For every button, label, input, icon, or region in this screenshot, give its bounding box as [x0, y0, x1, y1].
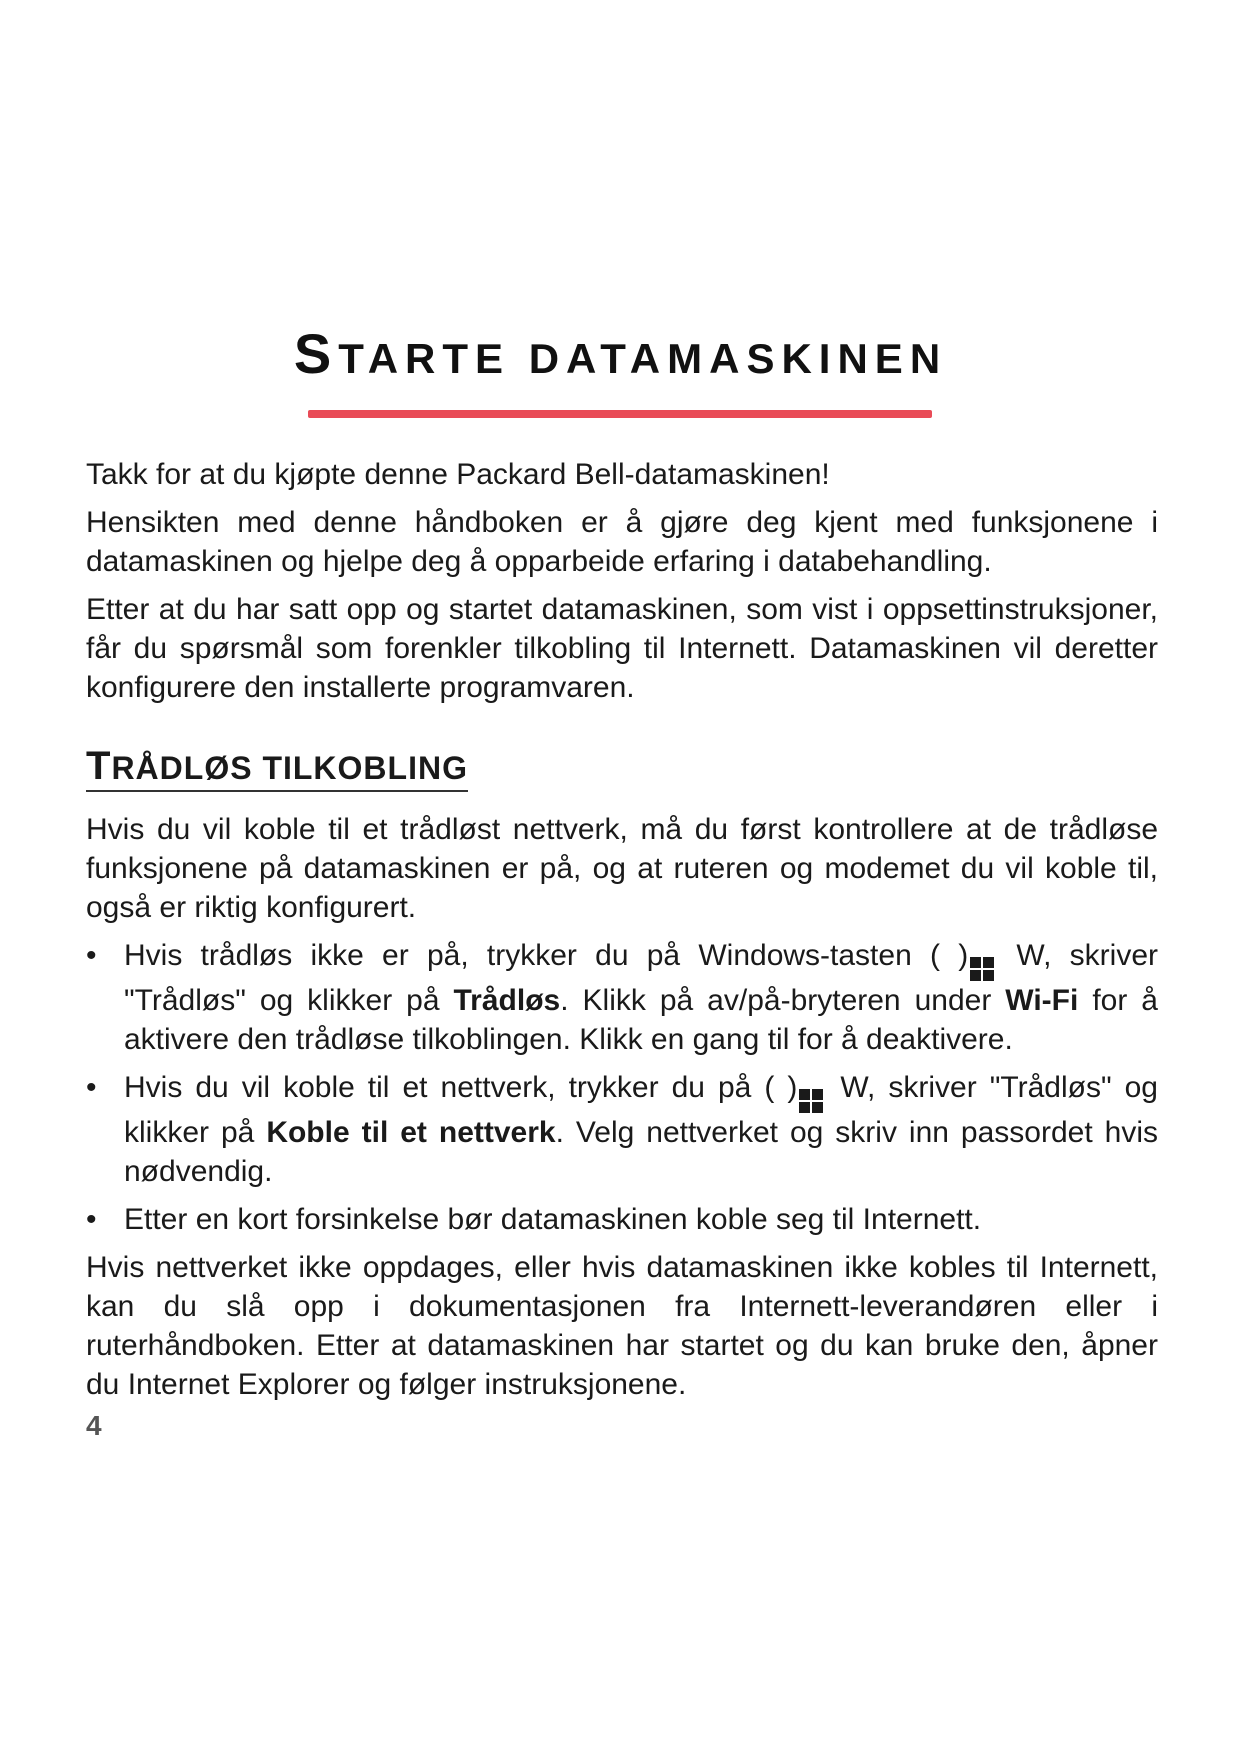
title-underline-rule [308, 410, 932, 418]
section-heading-wireless [86, 746, 468, 792]
list-item-connect-network [86, 1068, 1158, 1191]
bullet2-text-1: Hvis du vil koble til et nettverk, trykker du på ( ) [124, 1071, 798, 1104]
bullet1-text-1: Hvis trådløs ikke er på, trykker du på Windows-tasten ( ) [124, 939, 969, 972]
windows-key-icon [970, 957, 994, 981]
section-paragraph-1: Hvis du vil koble til et trådløst nettverk, må du først kontrollere at de trådløse funksjonene på datamaskinen er på, og at ruteren og modemet du vil koble til, også er riktig konfigurert. [86, 813, 1158, 924]
bullet1-text-3: . Klikk på av/på-bryteren under [560, 984, 1006, 1017]
instruction-list [86, 936, 1158, 1239]
section-paragraph-2: Hvis nettverket ikke oppdages, eller hvis datamaskinen ikke kobles til Internett, kan du slå opp i dokumentasjonen fra Internett-leverandøren eller i ruterhåndboken. Etter at datamaskinen har startet og du kan bruke den, åpner du Internet Explorer og følger instruksjonene. [86, 1251, 1158, 1401]
intro-paragraph-2: Hensikten med denne håndboken er å gjøre deg kjent med funksjonene i datamaskinen og hjelpe deg å opparbeide erfaring i databehandling. [86, 506, 1158, 578]
bullet2-bold-connect: Koble til et nettverk [266, 1116, 556, 1149]
list-item-delay: • Etter en kort forsinkelse bør datamaskinen koble seg til Internett. [86, 1200, 1158, 1239]
bullet1-bold-wireless: Trådløs [453, 984, 561, 1017]
windows-key-icon [799, 1089, 823, 1113]
bullet2-text-3: . Velg nettverket og skriv inn passordet hvis nødvendig. [124, 1116, 1158, 1188]
list-item-wireless-on [86, 936, 1158, 1059]
page-number: 4 [86, 1410, 102, 1441]
intro-paragraph-3: Etter at du har satt opp og startet datamaskinen, som vist i oppsettinstruksjoner, får du spørsmål som forenkler tilkobling til Internett. Datamaskinen vil deretter konfigurere den installerte programvaren. [86, 593, 1158, 704]
bullet1-text-4: for å aktivere den trådløse tilkoblingen. Klikk en gang til for å deaktivere. [124, 984, 1158, 1056]
page-title-initial: S [293, 322, 339, 385]
page-title [0, 322, 1241, 388]
bullet2-text-2: W, skriver "Trådløs" og klikker på [124, 1071, 1158, 1149]
section-heading-rest: RÅDLØS TILKOBLING [111, 750, 468, 786]
bullet1-text-2: W, skriver "Trådløs" og klikker på [124, 939, 1158, 1017]
page-content [86, 455, 1158, 1413]
section-heading-initial: T [86, 744, 112, 788]
intro-paragraph-1: Takk for at du kjøpte denne Packard Bell-datamaskinen! [86, 458, 830, 491]
page-title-rest: TARTE DATAMASKINEN [338, 335, 948, 382]
bullet1-bold-wifi: Wi-Fi [1005, 984, 1079, 1017]
